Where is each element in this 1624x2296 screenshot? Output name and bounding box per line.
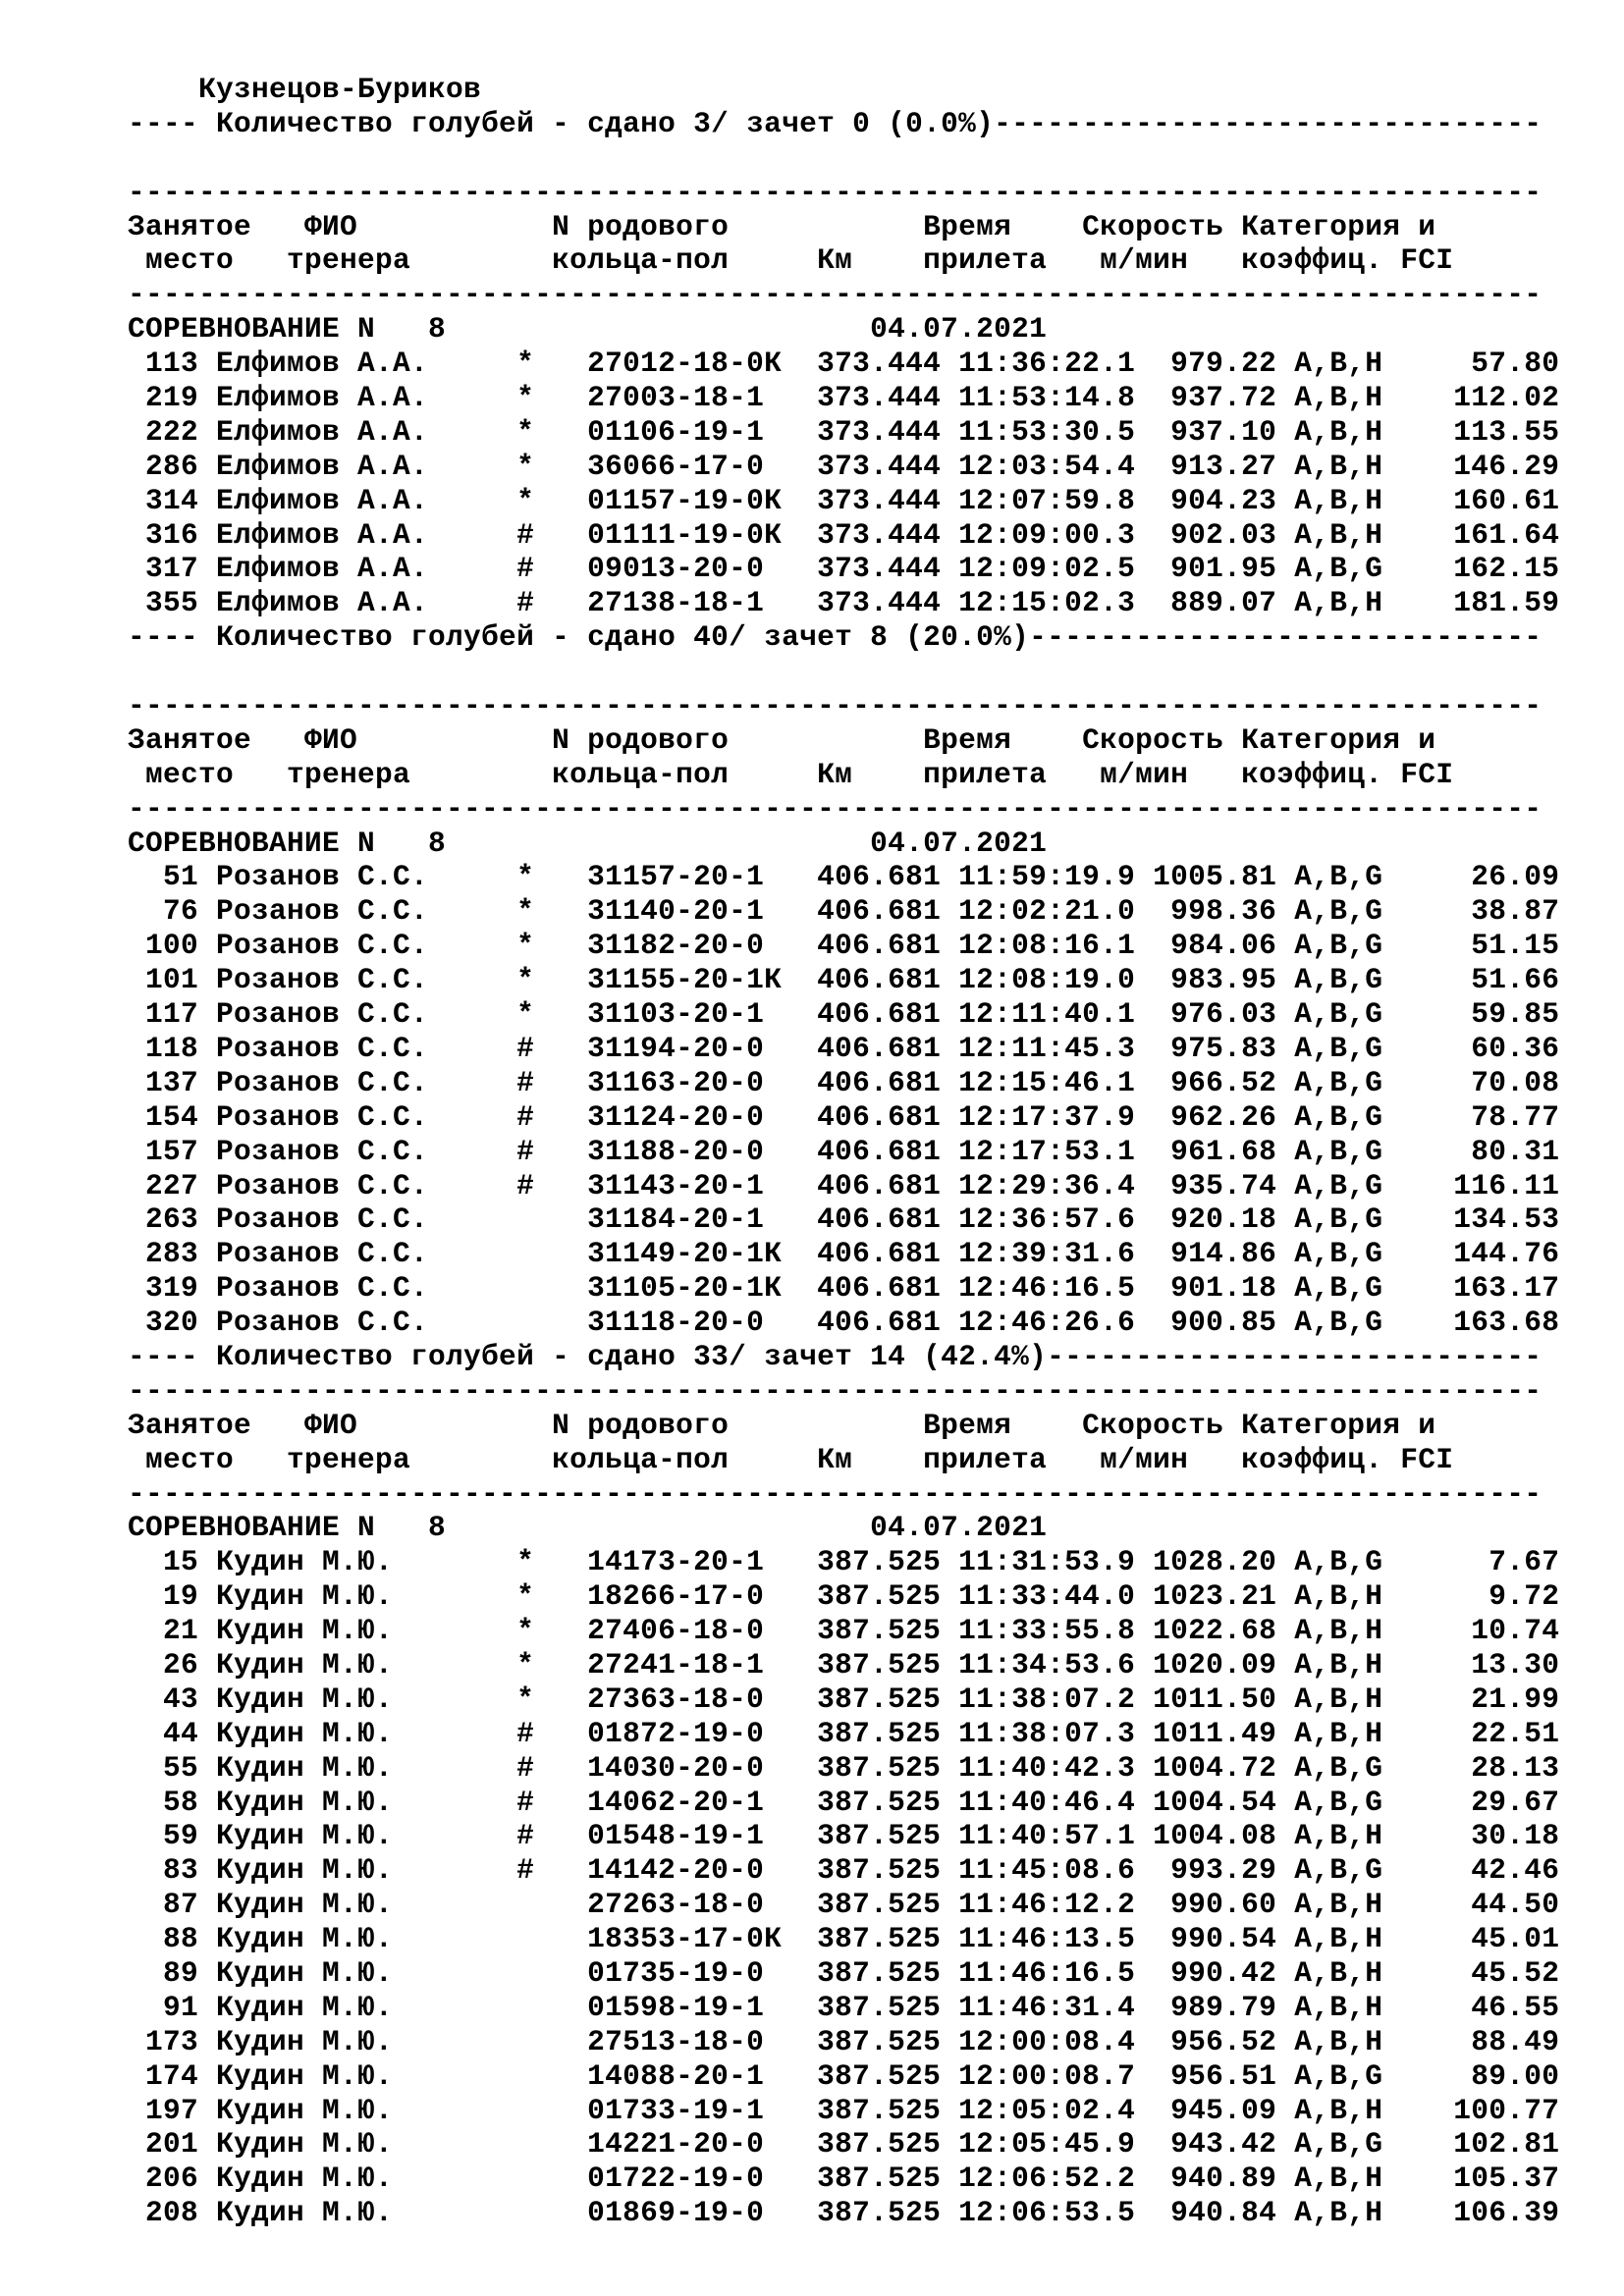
report-line: Занятое ФИО N родового Время Скорость Категория и [128,722,1436,757]
report-line: 208 Кудин М.Ю. 01869-19-0 387.525 12:06:53.5 940.84 A,B,H 106.39 [128,2196,1560,2230]
report-line: -------------------------------------------------------------------------------- [128,689,1543,723]
report-line: место тренера кольца-пол Км прилета м/мин коэффиц. FCI [128,1442,1454,1476]
report-line: 117 Розанов С.С. * 31103-20-1 406.681 12:11:40.1 976.03 A,B,G 59.85 [128,997,1560,1032]
report-line: СОРЕВНОВАНИЕ N 8 04.07.2021 [128,826,1048,860]
report-line: 51 Розанов С.С. * 31157-20-1 406.681 11:59:19.9 1005.81 A,B,G 26.09 [128,860,1560,894]
report-line: место тренера кольца-пол Км прилета м/мин коэффиц. FCI [128,757,1454,791]
report-line: -------------------------------------------------------------------------------- [128,791,1543,826]
report-line: 206 Кудин М.Ю. 01722-19-0 387.525 12:06:52.2 940.89 A,B,H 105.37 [128,2162,1560,2196]
report-line: 15 Кудин М.Ю. * 14173-20-1 387.525 11:31:53.9 1028.20 A,B,G 7.67 [128,1545,1560,1579]
report-line: СОРЕВНОВАНИЕ N 8 04.07.2021 [128,1511,1048,1545]
report-line: 83 Кудин М.Ю. # 14142-20-0 387.525 11:45:08.6 993.29 A,B,G 42.46 [128,1853,1560,1888]
report-line: -------------------------------------------------------------------------------- [128,1373,1543,1408]
report-line: 227 Розанов С.С. # 31143-20-1 406.681 12:29:36.4 935.74 A,B,G 116.11 [128,1168,1560,1202]
report-line: 113 Елфимов А.А. * 27012-18-0К 373.444 11:36:22.1 979.22 A,B,H 57.80 [128,347,1560,381]
report-line: 58 Кудин М.Ю. # 14062-20-1 387.525 11:40:46.4 1004.54 A,B,G 29.67 [128,1785,1560,1819]
report-line: 91 Кудин М.Ю. 01598-19-1 387.525 11:46:31.4 989.79 A,B,H 46.55 [128,1990,1560,2024]
report-line: 173 Кудин М.Ю. 27513-18-0 387.525 12:00:08.4 956.52 A,B,H 88.49 [128,2024,1560,2058]
report-line [128,141,1559,176]
report-line: 19 Кудин М.Ю. * 18266-17-0 387.525 11:33:44.0 1023.21 A,B,H 9.72 [128,1579,1560,1614]
report-line: 44 Кудин М.Ю. # 01872-19-0 387.525 11:38:07.3 1011.49 A,B,H 22.51 [128,1716,1560,1750]
report-line: 201 Кудин М.Ю. 14221-20-0 387.525 12:05:45.9 943.42 A,B,G 102.81 [128,2127,1560,2162]
report-line: 100 Розанов С.С. * 31182-20-0 406.681 12:08:16.1 984.06 A,B,G 51.15 [128,929,1560,963]
report-line: -------------------------------------------------------------------------------- [128,175,1543,209]
report-line: 157 Розанов С.С. # 31188-20-0 406.681 12:17:53.1 961.68 A,B,G 80.31 [128,1134,1560,1168]
report-line: Занятое ФИО N родового Время Скорость Категория и [128,209,1436,243]
report-line: 319 Розанов С.С. 31105-20-1К 406.681 12:46:16.5 901.18 A,B,G 163.17 [128,1271,1560,1306]
report-line: 283 Розанов С.С. 31149-20-1К 406.681 12:39:31.6 914.86 A,B,G 144.76 [128,1237,1560,1271]
report-line: 263 Розанов С.С. 31184-20-1 406.681 12:36:57.6 920.18 A,B,G 134.53 [128,1202,1560,1237]
report-line: 43 Кудин М.Ю. * 27363-18-0 387.525 11:38:07.2 1011.50 A,B,H 21.99 [128,1682,1560,1716]
report-line: ---- Количество голубей - сдано 3/ зачет 0 (0.0%)------------------------------- [128,106,1543,140]
report-line: 55 Кудин М.Ю. # 14030-20-0 387.525 11:40:42.3 1004.72 A,B,G 28.13 [128,1750,1560,1785]
report-line: 320 Розанов С.С. 31118-20-0 406.681 12:46:26.6 900.85 A,B,G 163.68 [128,1306,1560,1340]
report-line: 316 Елфимов А.А. # 01111-19-0К 373.444 12:09:00.3 902.03 A,B,H 161.64 [128,517,1560,552]
report-line: Кузнецов-Буриков [128,73,482,106]
report-line: СОРЕВНОВАНИЕ N 8 04.07.2021 [128,312,1048,347]
report-line: 219 Елфимов А.А. * 27003-18-1 373.444 11:53:14.8 937.72 A,B,H 112.02 [128,381,1560,415]
report-line: Занятое ФИО N родового Время Скорость Категория и [128,1408,1436,1442]
report-line: 101 Розанов С.С. * 31155-20-1К 406.681 12:08:19.0 983.95 A,B,G 51.66 [128,963,1560,997]
report-line: ---- Количество голубей - сдано 40/ зачет 8 (20.0%)----------------------------- [128,620,1543,655]
report-line: 137 Розанов С.С. # 31163-20-0 406.681 12:15:46.1 966.52 A,B,G 70.08 [128,1065,1560,1099]
report-line: 59 Кудин М.Ю. # 01548-19-1 387.525 11:40:57.1 1004.08 A,B,H 30.18 [128,1819,1560,1853]
report-line: 89 Кудин М.Ю. 01735-19-0 387.525 11:46:16.5 990.42 A,B,H 45.52 [128,1955,1560,1990]
report-line: 317 Елфимов А.А. # 09013-20-0 373.444 12:09:02.5 901.95 A,B,G 162.15 [128,552,1560,586]
results-printout [128,73,1559,2230]
report-line: 21 Кудин М.Ю. * 27406-18-0 387.525 11:33:55.8 1022.68 A,B,H 10.74 [128,1614,1560,1648]
report-line: 26 Кудин М.Ю. * 27241-18-1 387.525 11:34:53.6 1020.09 A,B,H 13.30 [128,1647,1560,1682]
report-line: ---- Количество голубей - сдано 33/ зачет 14 (42.4%)---------------------------- [128,1339,1543,1373]
report-line: 355 Елфимов А.А. # 27138-18-1 373.444 12:15:02.3 889.07 A,B,H 181.59 [128,586,1560,620]
report-line: 174 Кудин М.Ю. 14088-20-1 387.525 12:00:08.7 956.51 A,B,G 89.00 [128,2058,1560,2093]
report-line: 76 Розанов С.С. * 31140-20-1 406.681 12:02:21.0 998.36 A,B,G 38.87 [128,894,1560,929]
report-line: 286 Елфимов А.А. * 36066-17-0 373.444 12:03:54.4 913.27 A,B,H 146.29 [128,449,1560,483]
report-line: -------------------------------------------------------------------------------- [128,278,1543,312]
report-line: 88 Кудин М.Ю. 18353-17-0К 387.525 11:46:13.5 990.54 A,B,H 45.01 [128,1922,1560,1956]
report-line [128,655,1559,689]
report-line: 154 Розанов С.С. # 31124-20-0 406.681 12:17:37.9 962.26 A,B,G 78.77 [128,1099,1560,1134]
report-line: 314 Елфимов А.А. * 01157-19-0К 373.444 12:07:59.8 904.23 A,B,H 160.61 [128,483,1560,517]
report-line: 87 Кудин М.Ю. 27263-18-0 387.525 11:46:12.2 990.60 A,B,H 44.50 [128,1888,1560,1922]
report-line: 197 Кудин М.Ю. 01733-19-1 387.525 12:05:02.4 945.09 A,B,H 100.77 [128,2093,1560,2127]
report-line: -------------------------------------------------------------------------------- [128,1476,1543,1511]
report-line: 118 Розанов С.С. # 31194-20-0 406.681 12:11:45.3 975.83 A,B,G 60.36 [128,1031,1560,1065]
report-line: 222 Елфимов А.А. * 01106-19-1 373.444 11:53:30.5 937.10 A,B,H 113.55 [128,414,1560,449]
report-line: место тренера кольца-пол Км прилета м/мин коэффиц. FCI [128,243,1454,278]
